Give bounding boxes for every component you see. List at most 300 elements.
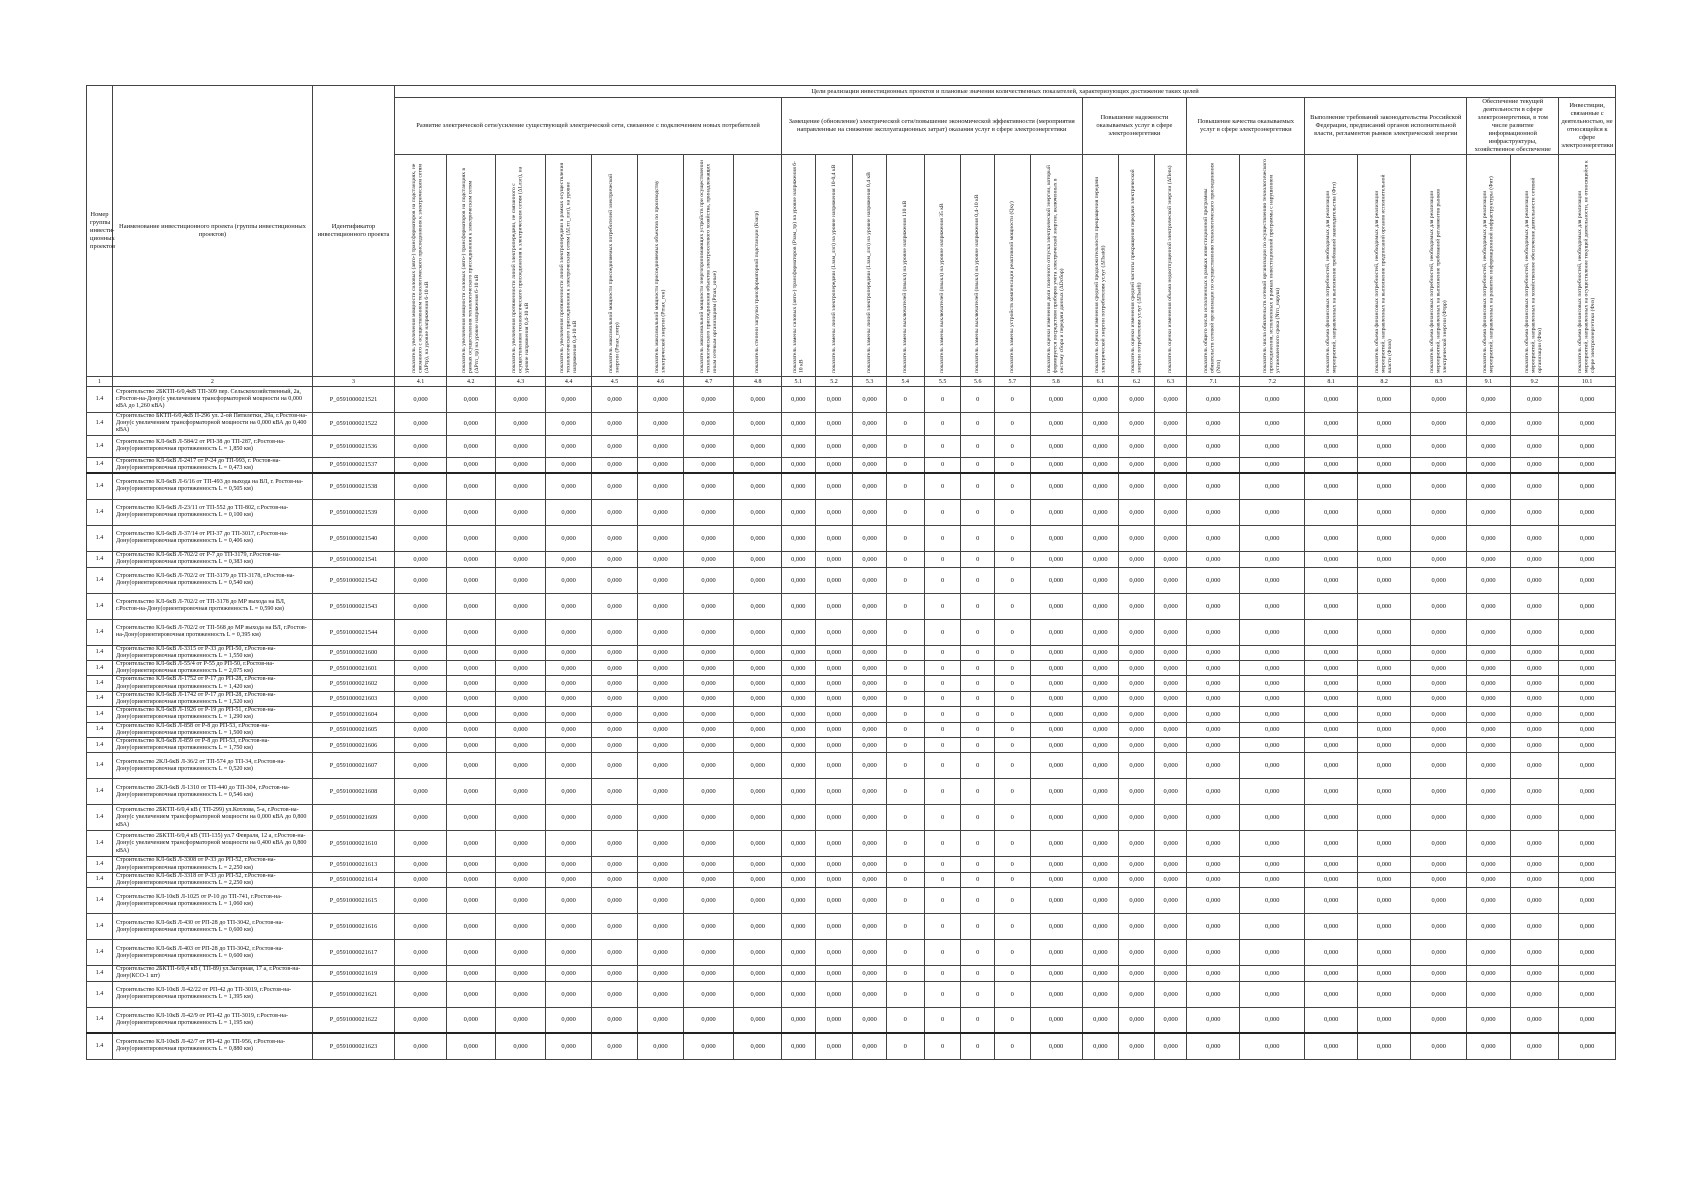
header-indicator-text: показатель объема финансовых потребностей, необходимых для реализации мероприятий, направленных на развитие информационной инфраструктуры (Фит) (1481, 176, 1495, 373)
row-indicator-value: 0,000 (1030, 888, 1082, 914)
row-indicator-value: 0,000 (734, 525, 782, 551)
row-indicator-value: 0,000 (1411, 888, 1467, 914)
row-indicator-value: 0,000 (1358, 645, 1411, 660)
row-indicator-value: 0 (886, 499, 924, 525)
row-indicator-value: 0,000 (495, 593, 546, 619)
row-indicator-value: 0,000 (1119, 676, 1155, 691)
row-indicator-value: 0,000 (815, 831, 853, 857)
row-indicator-value: 0,000 (395, 888, 447, 914)
row-indicator-value: 0,000 (546, 722, 591, 737)
row-indicator-value: 0 (994, 473, 1030, 499)
row-indicator-value: 0,000 (1411, 753, 1467, 779)
row-indicator-value: 0,000 (1030, 940, 1082, 966)
table-row (87, 473, 1616, 499)
row-indicator-value: 0,000 (815, 738, 853, 753)
row-indicator-value: 0,000 (638, 645, 683, 660)
column-number: 5.5 (924, 377, 961, 387)
row-indicator-value: 0,000 (734, 551, 782, 567)
row-indicator-value: 0,000 (782, 779, 816, 805)
row-indicator-value: 0,000 (495, 567, 546, 593)
row-indicator-value: 0 (994, 567, 1030, 593)
table-row (87, 914, 1616, 940)
row-indicator-value: 0,000 (683, 457, 734, 473)
row-indicator-value: 0,000 (683, 1033, 734, 1059)
header-indicator (1119, 155, 1155, 377)
row-project-name: Строительство 2БКТП-6/0,4 кВ ( ТП-89) ул.Загорная, 17 а, г.Ростов-на-Дону(КСО-1 шт) (112, 966, 312, 981)
row-indicator-value: 0 (994, 387, 1030, 413)
row-indicator-value: 0,000 (546, 676, 591, 691)
row-indicator-value: 0 (886, 593, 924, 619)
row-indicator-value: 0,000 (782, 435, 816, 457)
row-indicator-value: 0,000 (1240, 691, 1305, 706)
row-indicator-value: 0,000 (1240, 457, 1305, 473)
row-indicator-value: 0,000 (734, 645, 782, 660)
row-indicator-value: 0,000 (1187, 831, 1240, 857)
row-indicator-value: 0,000 (395, 567, 447, 593)
row-indicator-value: 0,000 (1510, 981, 1559, 1007)
row-indicator-value: 0,000 (1358, 499, 1411, 525)
row-indicator-value: 0,000 (446, 831, 495, 857)
row-indicator-value: 0 (961, 831, 995, 857)
row-indicator-value: 0,000 (495, 1033, 546, 1059)
row-indicator-value: 0,000 (1411, 981, 1467, 1007)
row-indicator-value: 0,000 (495, 857, 546, 872)
row-indicator-value: 0,000 (395, 499, 447, 525)
row-indicator-value: 0 (994, 1033, 1030, 1059)
row-indicator-value: 0,000 (1305, 676, 1358, 691)
row-indicator-value: 0 (886, 691, 924, 706)
row-indicator-value: 0,000 (1510, 567, 1559, 593)
row-indicator-value: 0,000 (395, 619, 447, 645)
row-indicator-value: 0,000 (683, 940, 734, 966)
row-indicator-value: 0,000 (1240, 1033, 1305, 1059)
row-group-number: 1.4 (87, 676, 113, 691)
table-row (87, 722, 1616, 737)
row-indicator-value: 0 (924, 707, 961, 722)
row-indicator-value: 0,000 (1154, 676, 1186, 691)
row-indicator-value: 0,000 (1187, 691, 1240, 706)
row-indicator-value: 0,000 (1510, 435, 1559, 457)
row-project-name: Строительство КЛ-6кВ Л-2417 от Р-24 до ТП-993, г. Ростов-на-Дону(ориентировочная протяженность L = 0,473 км) (112, 457, 312, 473)
row-indicator-value: 0,000 (1240, 722, 1305, 737)
row-indicator-value: 0,000 (638, 593, 683, 619)
row-project-id: P_0591000021541 (312, 551, 394, 567)
row-indicator-value: 0,000 (1030, 387, 1082, 413)
table-row (87, 940, 1616, 966)
row-project-name: Строительство КЛ-10кВ Л-1025 от Р-10 до ТП-741, г.Ростов-на-Дону(ориентировочная протяженность L = 1,060 км) (112, 888, 312, 914)
row-indicator-value: 0,000 (395, 981, 447, 1007)
row-indicator-value: 0,000 (546, 966, 591, 981)
header-indicator (1510, 155, 1559, 377)
row-indicator-value: 0,000 (1082, 676, 1119, 691)
row-indicator-value: 0,000 (815, 619, 853, 645)
row-indicator-value: 0 (961, 779, 995, 805)
row-project-id: P_0591000021613 (312, 857, 394, 872)
row-indicator-value: 0,000 (1467, 525, 1510, 551)
row-indicator-value: 0,000 (591, 593, 637, 619)
row-indicator-value: 0,000 (395, 435, 447, 457)
row-group-number: 1.4 (87, 753, 113, 779)
row-indicator-value: 0,000 (1358, 676, 1411, 691)
row-indicator-value: 0,000 (591, 413, 637, 436)
row-indicator-value: 0,000 (395, 857, 447, 872)
row-indicator-value: 0,000 (1030, 914, 1082, 940)
row-indicator-value: 0 (994, 805, 1030, 831)
row-indicator-value: 0,000 (1467, 435, 1510, 457)
header-indicator (994, 155, 1030, 377)
row-indicator-value: 0,000 (1411, 1007, 1467, 1033)
row-indicator-value: 0,000 (591, 753, 637, 779)
column-number: 4.7 (683, 377, 734, 387)
row-indicator-value: 0 (886, 551, 924, 567)
row-indicator-value: 0,000 (853, 707, 887, 722)
row-group-number: 1.4 (87, 707, 113, 722)
row-group-number: 1.4 (87, 1007, 113, 1033)
table-row (87, 499, 1616, 525)
row-indicator-value: 0,000 (1187, 661, 1240, 676)
row-indicator-value: 0,000 (1240, 435, 1305, 457)
row-indicator-value: 0,000 (782, 387, 816, 413)
header-goal-group: Выполнение требований законодательства Российской Федерации, предписаний органов исполнительной власти, регламентов рынков электрической энергии (1305, 98, 1467, 155)
row-indicator-value: 0,000 (1030, 567, 1082, 593)
row-indicator-value: 0 (924, 473, 961, 499)
row-indicator-value: 0,000 (1187, 593, 1240, 619)
row-indicator-value: 0,000 (1187, 779, 1240, 805)
row-indicator-value: 0,000 (1358, 619, 1411, 645)
row-indicator-value: 0 (886, 753, 924, 779)
row-indicator-value: 0,000 (782, 645, 816, 660)
row-indicator-value: 0,000 (815, 940, 853, 966)
row-indicator-value: 0,000 (1467, 831, 1510, 857)
row-indicator-value: 0,000 (815, 473, 853, 499)
row-indicator-value: 0,000 (1510, 593, 1559, 619)
row-indicator-value: 0,000 (546, 661, 591, 676)
header-indicator (446, 155, 495, 377)
row-indicator-value: 0,000 (591, 707, 637, 722)
row-indicator-value: 0,000 (734, 435, 782, 457)
row-indicator-value: 0,000 (1240, 753, 1305, 779)
row-indicator-value: 0,000 (495, 738, 546, 753)
row-indicator-value: 0,000 (1358, 525, 1411, 551)
row-indicator-value: 0,000 (683, 619, 734, 645)
row-indicator-value: 0 (886, 779, 924, 805)
row-indicator-value: 0,000 (683, 914, 734, 940)
row-indicator-value: 0,000 (1030, 413, 1082, 436)
table-row (87, 805, 1616, 831)
row-indicator-value: 0,000 (782, 805, 816, 831)
row-project-id: P_0591000021617 (312, 940, 394, 966)
row-indicator-value: 0,000 (395, 940, 447, 966)
row-project-id: P_0591000021616 (312, 914, 394, 940)
row-indicator-value: 0,000 (1358, 805, 1411, 831)
row-indicator-value: 0,000 (1305, 567, 1358, 593)
row-indicator-value: 0,000 (591, 619, 637, 645)
row-indicator-value: 0 (924, 551, 961, 567)
row-indicator-value: 0,000 (395, 645, 447, 660)
row-indicator-value: 0 (886, 413, 924, 436)
row-project-id: P_0591000021536 (312, 435, 394, 457)
row-project-id: P_0591000021539 (312, 499, 394, 525)
row-indicator-value: 0,000 (1119, 645, 1155, 660)
row-indicator-value: 0,000 (1559, 413, 1616, 436)
table-row (87, 707, 1616, 722)
row-indicator-value: 0,000 (546, 805, 591, 831)
table-row (87, 888, 1616, 914)
row-indicator-value: 0,000 (1154, 872, 1186, 887)
row-indicator-value: 0 (994, 551, 1030, 567)
header-goal-group: Обеспечение текущей деятельности в сфере электроэнергетики, в том числе развитие информационной инфраструктуры, хозяйственное обеспечение (1467, 98, 1559, 155)
row-indicator-value: 0,000 (546, 831, 591, 857)
row-indicator-value: 0,000 (546, 1033, 591, 1059)
row-indicator-value: 0,000 (1119, 981, 1155, 1007)
row-indicator-value: 0,000 (1030, 707, 1082, 722)
row-indicator-value: 0,000 (1510, 551, 1559, 567)
row-indicator-value: 0,000 (1082, 551, 1119, 567)
row-indicator-value: 0,000 (638, 831, 683, 857)
row-indicator-value: 0,000 (1358, 722, 1411, 737)
row-indicator-value: 0,000 (853, 661, 887, 676)
header-goal-group: Инвестиции, связанные с деятельностью, не относящейся к сфере электроэнергетики (1559, 98, 1616, 155)
row-indicator-value: 0,000 (591, 387, 637, 413)
row-indicator-value: 0 (994, 457, 1030, 473)
row-indicator-value: 0,000 (591, 676, 637, 691)
row-indicator-value: 0,000 (591, 525, 637, 551)
row-indicator-value: 0,000 (591, 857, 637, 872)
row-indicator-value: 0,000 (1240, 888, 1305, 914)
header-indicator-text: показатель замены выключателей (nвыкл) на уровне напряжения 0,4-10 кВ (974, 194, 981, 373)
row-indicator-value: 0,000 (1030, 499, 1082, 525)
row-indicator-value: 0,000 (1305, 753, 1358, 779)
row-indicator-value: 0,000 (1030, 857, 1082, 872)
row-indicator-value: 0,000 (1240, 551, 1305, 567)
row-indicator-value: 0,000 (782, 661, 816, 676)
table-row (87, 872, 1616, 887)
row-group-number: 1.4 (87, 805, 113, 831)
row-indicator-value: 0 (924, 567, 961, 593)
row-indicator-value: 0,000 (782, 888, 816, 914)
row-indicator-value: 0,000 (1082, 435, 1119, 457)
row-indicator-value: 0,000 (815, 966, 853, 981)
row-indicator-value: 0,000 (1510, 805, 1559, 831)
row-indicator-value: 0 (886, 888, 924, 914)
column-number: 6.1 (1082, 377, 1119, 387)
row-indicator-value: 0 (924, 888, 961, 914)
row-indicator-value: 0,000 (815, 661, 853, 676)
row-indicator-value: 0,000 (1510, 619, 1559, 645)
row-indicator-value: 0,000 (1510, 914, 1559, 940)
row-indicator-value: 0,000 (446, 805, 495, 831)
row-indicator-value: 0,000 (395, 661, 447, 676)
row-indicator-value: 0,000 (1510, 753, 1559, 779)
row-indicator-value: 0,000 (815, 567, 853, 593)
row-indicator-value: 0 (924, 593, 961, 619)
row-indicator-value: 0,000 (1510, 525, 1559, 551)
row-indicator-value: 0,000 (446, 387, 495, 413)
row-indicator-value: 0,000 (1467, 676, 1510, 691)
table-row (87, 981, 1616, 1007)
row-indicator-value: 0,000 (853, 387, 887, 413)
row-indicator-value: 0,000 (638, 805, 683, 831)
row-indicator-value: 0,000 (546, 872, 591, 887)
row-indicator-value: 0,000 (1030, 435, 1082, 457)
row-indicator-value: 0 (886, 722, 924, 737)
row-indicator-value: 0,000 (1305, 722, 1358, 737)
row-indicator-value: 0,000 (1358, 707, 1411, 722)
row-indicator-value: 0,000 (1119, 888, 1155, 914)
row-indicator-value: 0,000 (734, 1007, 782, 1033)
row-indicator-value: 0,000 (782, 722, 816, 737)
row-indicator-value: 0,000 (1411, 413, 1467, 436)
column-number: 3 (312, 377, 394, 387)
row-indicator-value: 0,000 (1411, 914, 1467, 940)
row-indicator-value: 0,000 (815, 525, 853, 551)
row-indicator-value: 0,000 (815, 387, 853, 413)
row-indicator-value: 0,000 (1119, 707, 1155, 722)
column-number: 8.2 (1358, 377, 1411, 387)
column-number: 6.2 (1119, 377, 1155, 387)
row-indicator-value: 0,000 (1305, 940, 1358, 966)
row-indicator-value: 0 (924, 857, 961, 872)
row-indicator-value: 0,000 (1187, 940, 1240, 966)
row-indicator-value: 0,000 (815, 1033, 853, 1059)
row-project-id: P_0591000021601 (312, 661, 394, 676)
row-indicator-value: 0,000 (1305, 473, 1358, 499)
row-indicator-value: 0,000 (1240, 593, 1305, 619)
row-indicator-value: 0,000 (638, 413, 683, 436)
row-indicator-value: 0 (994, 593, 1030, 619)
row-indicator-value: 0,000 (853, 435, 887, 457)
row-indicator-value: 0,000 (734, 722, 782, 737)
row-indicator-value: 0,000 (1510, 722, 1559, 737)
row-indicator-value: 0,000 (638, 619, 683, 645)
row-indicator-value: 0,000 (734, 872, 782, 887)
row-indicator-value: 0,000 (446, 872, 495, 887)
row-indicator-value: 0,000 (1154, 499, 1186, 525)
header-indicator (1187, 155, 1240, 377)
row-indicator-value: 0,000 (1240, 676, 1305, 691)
row-indicator-value: 0,000 (591, 435, 637, 457)
row-indicator-value: 0,000 (1154, 707, 1186, 722)
row-indicator-value: 0,000 (1240, 831, 1305, 857)
row-indicator-value: 0,000 (1305, 457, 1358, 473)
row-project-name: Строительство 2БКТП-6/0,4 кВ ( ТП-299) ул.Котлова, 5-а, г.Ростов-на-Дону(с увеличением трансформаторной мощности на 0,000 кВА до 0,800 кВА) (112, 805, 312, 831)
row-indicator-value: 0,000 (638, 722, 683, 737)
row-indicator-value: 0,000 (1187, 457, 1240, 473)
row-project-id: P_0591000021604 (312, 707, 394, 722)
row-indicator-value: 0,000 (446, 435, 495, 457)
row-indicator-value: 0,000 (734, 457, 782, 473)
row-indicator-value: 0,000 (546, 914, 591, 940)
row-indicator-value: 0,000 (734, 738, 782, 753)
row-indicator-value: 0,000 (1082, 888, 1119, 914)
row-indicator-value: 0,000 (546, 857, 591, 872)
row-indicator-value: 0,000 (446, 619, 495, 645)
row-indicator-value: 0,000 (395, 914, 447, 940)
row-indicator-value: 0,000 (1305, 619, 1358, 645)
row-indicator-value: 0,000 (1119, 525, 1155, 551)
row-indicator-value: 0 (994, 661, 1030, 676)
row-project-name: Строительство КЛ-6кВ Л-1752 от Р-17 до РП-28, г.Ростов-на-Дону(ориентировочная протяженность L = 1,420 км) (112, 676, 312, 691)
row-indicator-value: 0,000 (1358, 1007, 1411, 1033)
row-group-number: 1.4 (87, 473, 113, 499)
row-indicator-value: 0,000 (1510, 1033, 1559, 1059)
row-indicator-value: 0 (886, 1033, 924, 1059)
row-indicator-value: 0,000 (1305, 1007, 1358, 1033)
row-indicator-value: 0 (924, 1033, 961, 1059)
row-indicator-value: 0,000 (1187, 435, 1240, 457)
row-indicator-value: 0,000 (1305, 857, 1358, 872)
row-indicator-value: 0,000 (1082, 661, 1119, 676)
row-indicator-value: 0,000 (395, 457, 447, 473)
row-indicator-value: 0,000 (395, 551, 447, 567)
row-indicator-value: 0,000 (395, 691, 447, 706)
row-project-id: P_0591000021606 (312, 738, 394, 753)
row-indicator-value: 0,000 (815, 413, 853, 436)
row-indicator-value: 0,000 (1559, 738, 1616, 753)
row-indicator-value: 0,000 (1154, 857, 1186, 872)
row-indicator-value: 0,000 (1082, 413, 1119, 436)
row-indicator-value: 0,000 (395, 805, 447, 831)
row-indicator-value: 0,000 (1559, 645, 1616, 660)
row-indicator-value: 0,000 (395, 525, 447, 551)
row-indicator-value: 0,000 (1187, 1033, 1240, 1059)
row-indicator-value: 0,000 (495, 707, 546, 722)
column-number: 5.2 (815, 377, 853, 387)
row-indicator-value: 0,000 (1559, 473, 1616, 499)
row-indicator-value: 0,000 (1305, 1033, 1358, 1059)
row-indicator-value: 0 (961, 413, 995, 436)
header-indicator (924, 155, 961, 377)
row-indicator-value: 0,000 (495, 805, 546, 831)
header-indicator-text: показатель объема финансовых потребностей, необходимых для реализации мероприятий, направленных на выполнение требований законодательства (Фтз) (1324, 182, 1338, 373)
table-row (87, 1007, 1616, 1033)
row-indicator-value: 0,000 (1240, 738, 1305, 753)
row-indicator-value: 0,000 (683, 805, 734, 831)
row-indicator-value: 0,000 (1082, 805, 1119, 831)
row-indicator-value: 0 (994, 1007, 1030, 1033)
row-indicator-value: 0,000 (1154, 738, 1186, 753)
column-number: 4.3 (495, 377, 546, 387)
row-indicator-value: 0,000 (1154, 457, 1186, 473)
row-indicator-value: 0 (994, 966, 1030, 981)
row-indicator-value: 0 (961, 645, 995, 660)
row-project-name: Строительство КЛ-6кВ Л-1926 от Р-19 до РП-51, г.Ростов-на-Дону(ориентировочная протяженность L = 1,290 км) (112, 707, 312, 722)
row-indicator-value: 0,000 (683, 707, 734, 722)
header-indicator (961, 155, 995, 377)
row-indicator-value: 0,000 (638, 981, 683, 1007)
row-indicator-value: 0,000 (1119, 738, 1155, 753)
row-indicator-value: 0 (886, 738, 924, 753)
row-indicator-value: 0,000 (853, 457, 887, 473)
row-project-name: Строительство КЛ-6кВ Л-702/2 от ТП-3179 до ТП-3178, г.Ростов-на-Дону(ориентировочная протяженность L = 0,540 км) (112, 567, 312, 593)
row-indicator-value: 0,000 (1082, 722, 1119, 737)
row-indicator-value: 0,000 (1559, 966, 1616, 981)
row-indicator-value: 0,000 (1082, 966, 1119, 981)
row-indicator-value: 0,000 (1411, 966, 1467, 981)
row-indicator-value: 0,000 (1510, 966, 1559, 981)
row-indicator-value: 0,000 (591, 722, 637, 737)
row-indicator-value: 0,000 (734, 940, 782, 966)
row-indicator-value: 0,000 (1030, 738, 1082, 753)
row-indicator-value: 0,000 (782, 691, 816, 706)
row-indicator-value: 0,000 (1240, 413, 1305, 436)
row-project-name: Строительство КЛ-10кВ Л-42/9 от РП-42 до ТП-3019, г.Ростов-на-Дону(ориентировочная протяженность L = 1,195 км) (112, 1007, 312, 1033)
row-indicator-value: 0,000 (546, 645, 591, 660)
row-indicator-value: 0,000 (1358, 981, 1411, 1007)
table-row (87, 593, 1616, 619)
table-row (87, 738, 1616, 753)
row-indicator-value: 0,000 (734, 831, 782, 857)
